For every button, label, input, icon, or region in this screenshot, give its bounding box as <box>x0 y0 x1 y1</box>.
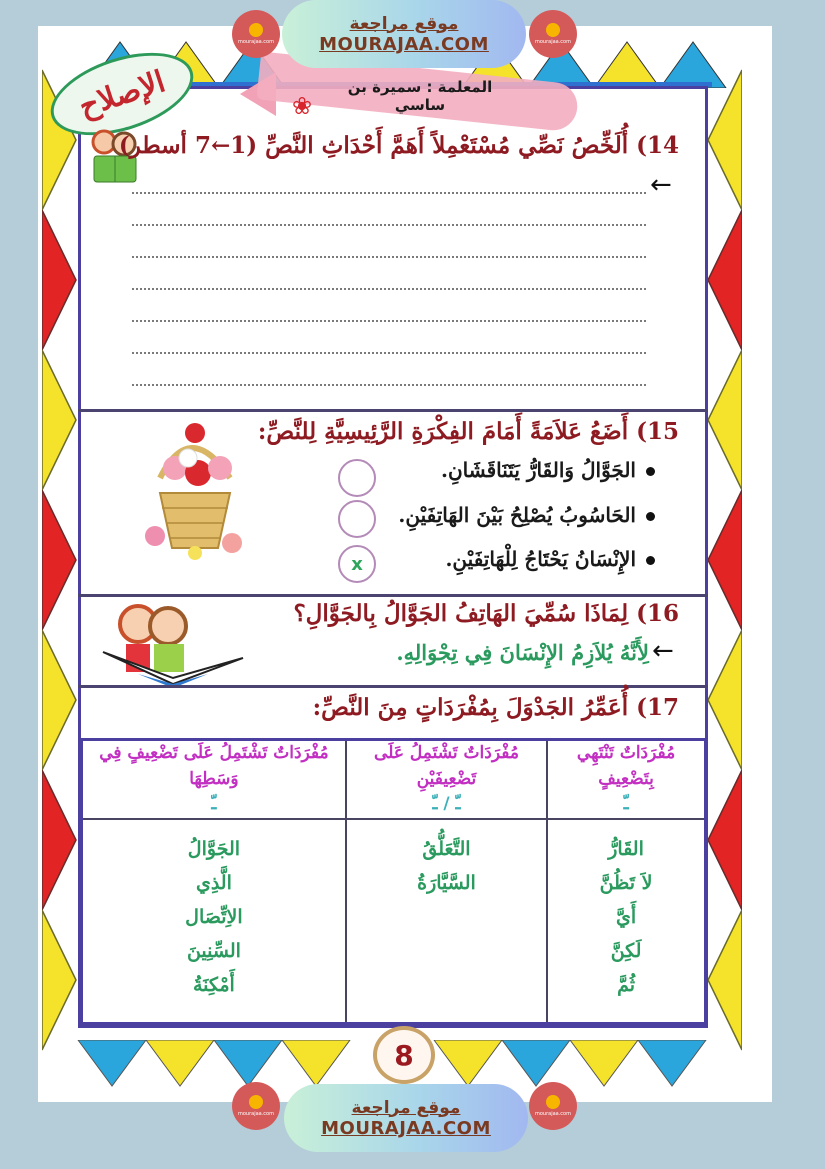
correction-badge-label: الإصلاح <box>74 63 170 125</box>
watermark-domain: MOURAJAA.COM <box>321 1117 491 1139</box>
mourajaa-logo-icon: mourajaa.com <box>529 10 577 58</box>
mourajaa-logo-icon: mourajaa.com <box>529 1082 577 1130</box>
column-header-two-shaddas: مُفْرَدَاتٌ تَشْتَمِلُ عَلَى تَضْعِيفَيْنِ ـّ / ـّ <box>346 740 547 819</box>
option-2-text: الحَاسُوبُ يُصْلِحُ بَيْنَ الهَاتِفَيْنِ. <box>398 503 636 527</box>
option-1-checkbox[interactable] <box>338 459 376 497</box>
option-3 <box>445 547 655 571</box>
vocabulary-table <box>80 738 707 1025</box>
bullet-icon <box>646 467 655 476</box>
option-2-checkbox[interactable] <box>338 500 376 538</box>
flower-icon: ❀ <box>292 92 313 120</box>
column-ending-shadda-words: القَارُّ لاَ تَظُنَّ أَيَّ لَكِنَّ ثُمَّ <box>547 819 705 1024</box>
question-15-title: 15) أَضَعُ عَلاَمَةً أَمَامَ الفِكْرَةِ الرَّئِيسِيَّةِ لِلنَّصِّ: <box>257 418 679 445</box>
bullet-icon <box>646 512 655 521</box>
teacher-name: المعلمة : سميرة بن ساسي <box>347 78 493 114</box>
question-16-answer: لِأَنَّهُ يُلاَزِمُ الإِنْسَانَ فِي تِجْوَالِهِ. <box>396 640 649 665</box>
page-number: 8 <box>373 1026 435 1084</box>
option-1-text: الجَوَّالُ وَالقَارُّ يَتَنَاقَشَانِ. <box>441 458 636 482</box>
column-header-middle-shadda: مُفْرَدَاتٌ تَشْتَمِلُ عَلَى تَضْعِيفٍ فِي وَسَطِهَا ـّ <box>82 740 346 819</box>
diamond-border-right <box>706 40 742 1090</box>
answer-line-3[interactable] <box>132 256 646 258</box>
watermark-banner-bottom[interactable] <box>284 1084 528 1152</box>
arrow-left-icon: ← <box>652 636 674 666</box>
kids-with-book-illustration <box>98 600 248 692</box>
answer-line-5[interactable] <box>132 320 646 322</box>
section-divider <box>78 685 708 688</box>
watermark-arabic: موقع مراجعة <box>351 1097 461 1118</box>
watermark-domain: MOURAJAA.COM <box>319 33 489 55</box>
question-14-title: 14) أُلَخِّصُ نَصِّي مُسْتَعْمِلاً أَهَمَّ أَحْدَاثِ النَّصِّ (1←7 أسطر) <box>118 132 679 159</box>
watermark-banner-top[interactable] <box>282 0 526 68</box>
column-middle-shadda-words: الجَوَّالُ الَّذِي الاِتِّصَال السِّنِينَ أَمْكِنَةُ <box>82 819 346 1024</box>
answer-line-7[interactable] <box>132 384 646 386</box>
section-divider <box>78 594 708 597</box>
option-1 <box>441 458 655 482</box>
answer-line-2[interactable] <box>132 224 646 226</box>
option-2 <box>398 503 655 527</box>
question-17-title: 17) أُعَمِّرُ الجَدْوَلَ بِمُفْرَدَاتٍ مِنَ النَّصِّ: <box>312 694 679 721</box>
watermark-arabic: موقع مراجعة <box>349 13 459 34</box>
answer-line-4[interactable] <box>132 288 646 290</box>
diamond-border-left <box>42 40 78 1090</box>
column-two-shaddas-words: التَّعَلُّقُ السَّيَّارَةُ <box>346 819 547 1024</box>
option-3-checkbox-checked[interactable]: x <box>338 545 376 583</box>
answer-line-1[interactable] <box>132 192 646 194</box>
option-3-text: الإِنْسَانُ يَحْتَاجُ لِلْهَاتِفَيْنِ. <box>445 547 636 571</box>
section-divider <box>78 409 708 412</box>
arrow-left-icon: ← <box>650 170 672 200</box>
bullet-icon <box>646 556 655 565</box>
question-16-title: 16) لِمَاذَا سُمِّيَ الهَاتِفُ الجَوَّالُ بِالجَوَّالِ؟ <box>293 600 679 627</box>
mourajaa-logo-icon: mourajaa.com <box>232 10 280 58</box>
column-header-ending-shadda: مُفْرَدَاتٌ تَنْتَهِي بِتَضْعِيفٍ ـّ <box>547 740 705 819</box>
answer-line-6[interactable] <box>132 352 646 354</box>
flower-basket-illustration <box>140 418 250 572</box>
mourajaa-logo-icon: mourajaa.com <box>232 1082 280 1130</box>
